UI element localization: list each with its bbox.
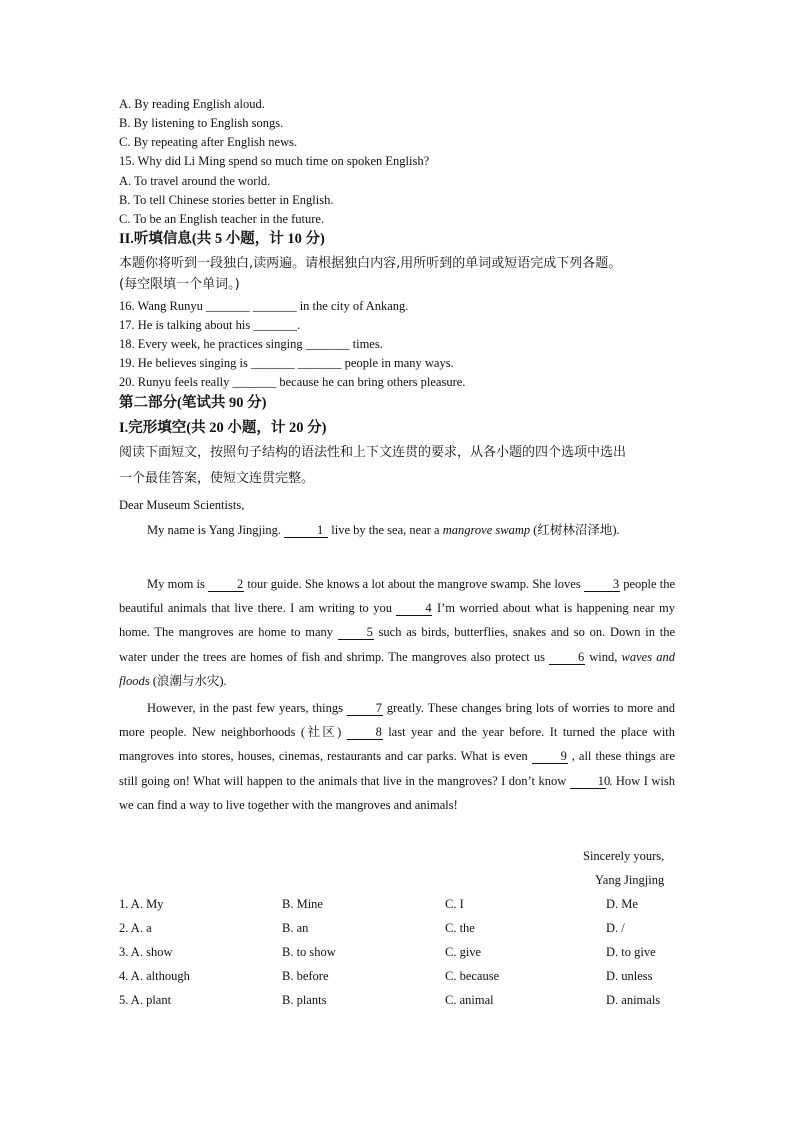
q15-option-a: A. To travel around the world. — [119, 174, 271, 188]
option-2b[interactable]: B. an — [282, 921, 309, 935]
cloze-instruction-cont: 一个最佳答案，使短文连贯完整。 — [119, 471, 315, 486]
cloze-instruction: 阅读下面短文，按照句子结构的语法性和上下文连贯的要求，从各小题的四个选项中选出 — [119, 445, 627, 460]
option-4d[interactable]: D. unless — [606, 969, 653, 983]
q17: 17. He is talking about his _______. — [119, 318, 301, 332]
blank-5[interactable]: 5 — [338, 626, 374, 640]
blank-8[interactable]: 8 — [347, 726, 383, 740]
option-5d[interactable]: D. animals — [606, 993, 661, 1007]
q15-question: 15. Why did Li Ming spend so much time on spoken English? — [119, 154, 430, 168]
option-2c[interactable]: C. the — [445, 921, 475, 935]
option-3d[interactable]: D. to give — [606, 945, 656, 959]
option-1b[interactable]: B. Mine — [282, 897, 323, 911]
option-1d[interactable]: D. Me — [606, 897, 638, 911]
q16: 16. Wang Runyu _______ _______ in the city of Ankang. — [119, 299, 409, 313]
blank-3[interactable]: 3 — [584, 578, 620, 592]
option-2d[interactable]: D. / — [606, 921, 625, 935]
section-2-instruction-note: (每空限填一个单词。) — [119, 277, 240, 292]
letter-greeting: Dear Museum Scientists, — [119, 498, 245, 512]
blank-6[interactable]: 6 — [549, 651, 585, 665]
option-1a[interactable]: 1. A. My — [119, 897, 164, 911]
option-5b[interactable]: B. plants — [282, 993, 327, 1007]
letter-paragraph-2: My mom is 2 tour guide. She knows a lot about the mangrove swamp. She loves 3 people the beautiful animals that live there. I am writing to you 4 I’m worried about what is happening near my home. The mangroves are home to many 5 such as birds, butterflies, snakes and so on. Down in the water under the trees are homes of fish and shrimp. The mangroves also protect us 6 wind, waves and floods (浪潮与水灾). — [119, 577, 676, 688]
letter-paragraph-1: My name is Yang Jingjing. 1 live by the sea, near a mangrove swamp (红树林沼泽地). — [147, 523, 620, 537]
blank-2[interactable]: 2 — [208, 578, 244, 592]
part-2-title: 第二部分(笔试共 90 分) — [119, 395, 267, 411]
option-4a[interactable]: 4. A. although — [119, 969, 190, 983]
option-3c[interactable]: C. give — [445, 945, 482, 959]
option-3a[interactable]: 3. A. show — [119, 945, 173, 959]
option-4c[interactable]: C. because — [445, 969, 500, 983]
blank-7[interactable]: 7 — [347, 702, 383, 716]
q20: 20. Runyu feels really _______ because he can bring others pleasure. — [119, 375, 466, 389]
q15-option-b: B. To tell Chinese stories better in English. — [119, 193, 334, 207]
q14-option-c: C. By repeating after English news. — [119, 135, 298, 149]
cloze-title: I.完形填空(共 20 小题，计 20 分) — [119, 420, 327, 436]
blank-10[interactable]: 10 — [570, 775, 606, 789]
letter-paragraph-3: However, in the past few years, things 7 greatly. These changes bring lots of worries to more and more people. New neighborhoods (社区) 8 last year and the year before. It turned the place with mangroves into stores, houses, cinemas, restaurants and car parks. What is even 9 , all these things are still going on! What will happen to the animals that live in the mangroves? I don’t know 10 . How I wish we can find a way to live together with the mangroves and animals! — [119, 701, 676, 812]
q14-option-b: B. By listening to English songs. — [119, 116, 284, 130]
section-2-title: II.听填信息(共 5 小题，计 10 分) — [119, 231, 325, 247]
option-1c[interactable]: C. I — [445, 897, 464, 911]
letter-closing: Sincerely yours, — [583, 849, 665, 863]
option-2a[interactable]: 2. A. a — [119, 921, 152, 935]
blank-1[interactable]: 1 — [284, 524, 328, 538]
q18: 18. Every week, he practices singing _______ times. — [119, 337, 383, 351]
option-5a[interactable]: 5. A. plant — [119, 993, 172, 1007]
q19: 19. He believes singing is _______ _______ people in many ways. — [119, 356, 454, 370]
blank-9[interactable]: 9 — [532, 750, 568, 764]
blank-4[interactable]: 4 — [396, 602, 432, 616]
option-4b[interactable]: B. before — [282, 969, 329, 983]
section-2-instruction: 本题你将听到一段独白,读两遍。请根据独白内容,用所听到的单词或短语完成下列各题。 — [119, 256, 622, 271]
q15-option-c: C. To be an English teacher in the future. — [119, 212, 325, 226]
q14-option-a: A. By reading English aloud. — [119, 97, 265, 111]
option-3b[interactable]: B. to show — [282, 945, 336, 959]
letter-signature: Yang Jingjing — [595, 873, 665, 887]
option-5c[interactable]: C. animal — [445, 993, 494, 1007]
